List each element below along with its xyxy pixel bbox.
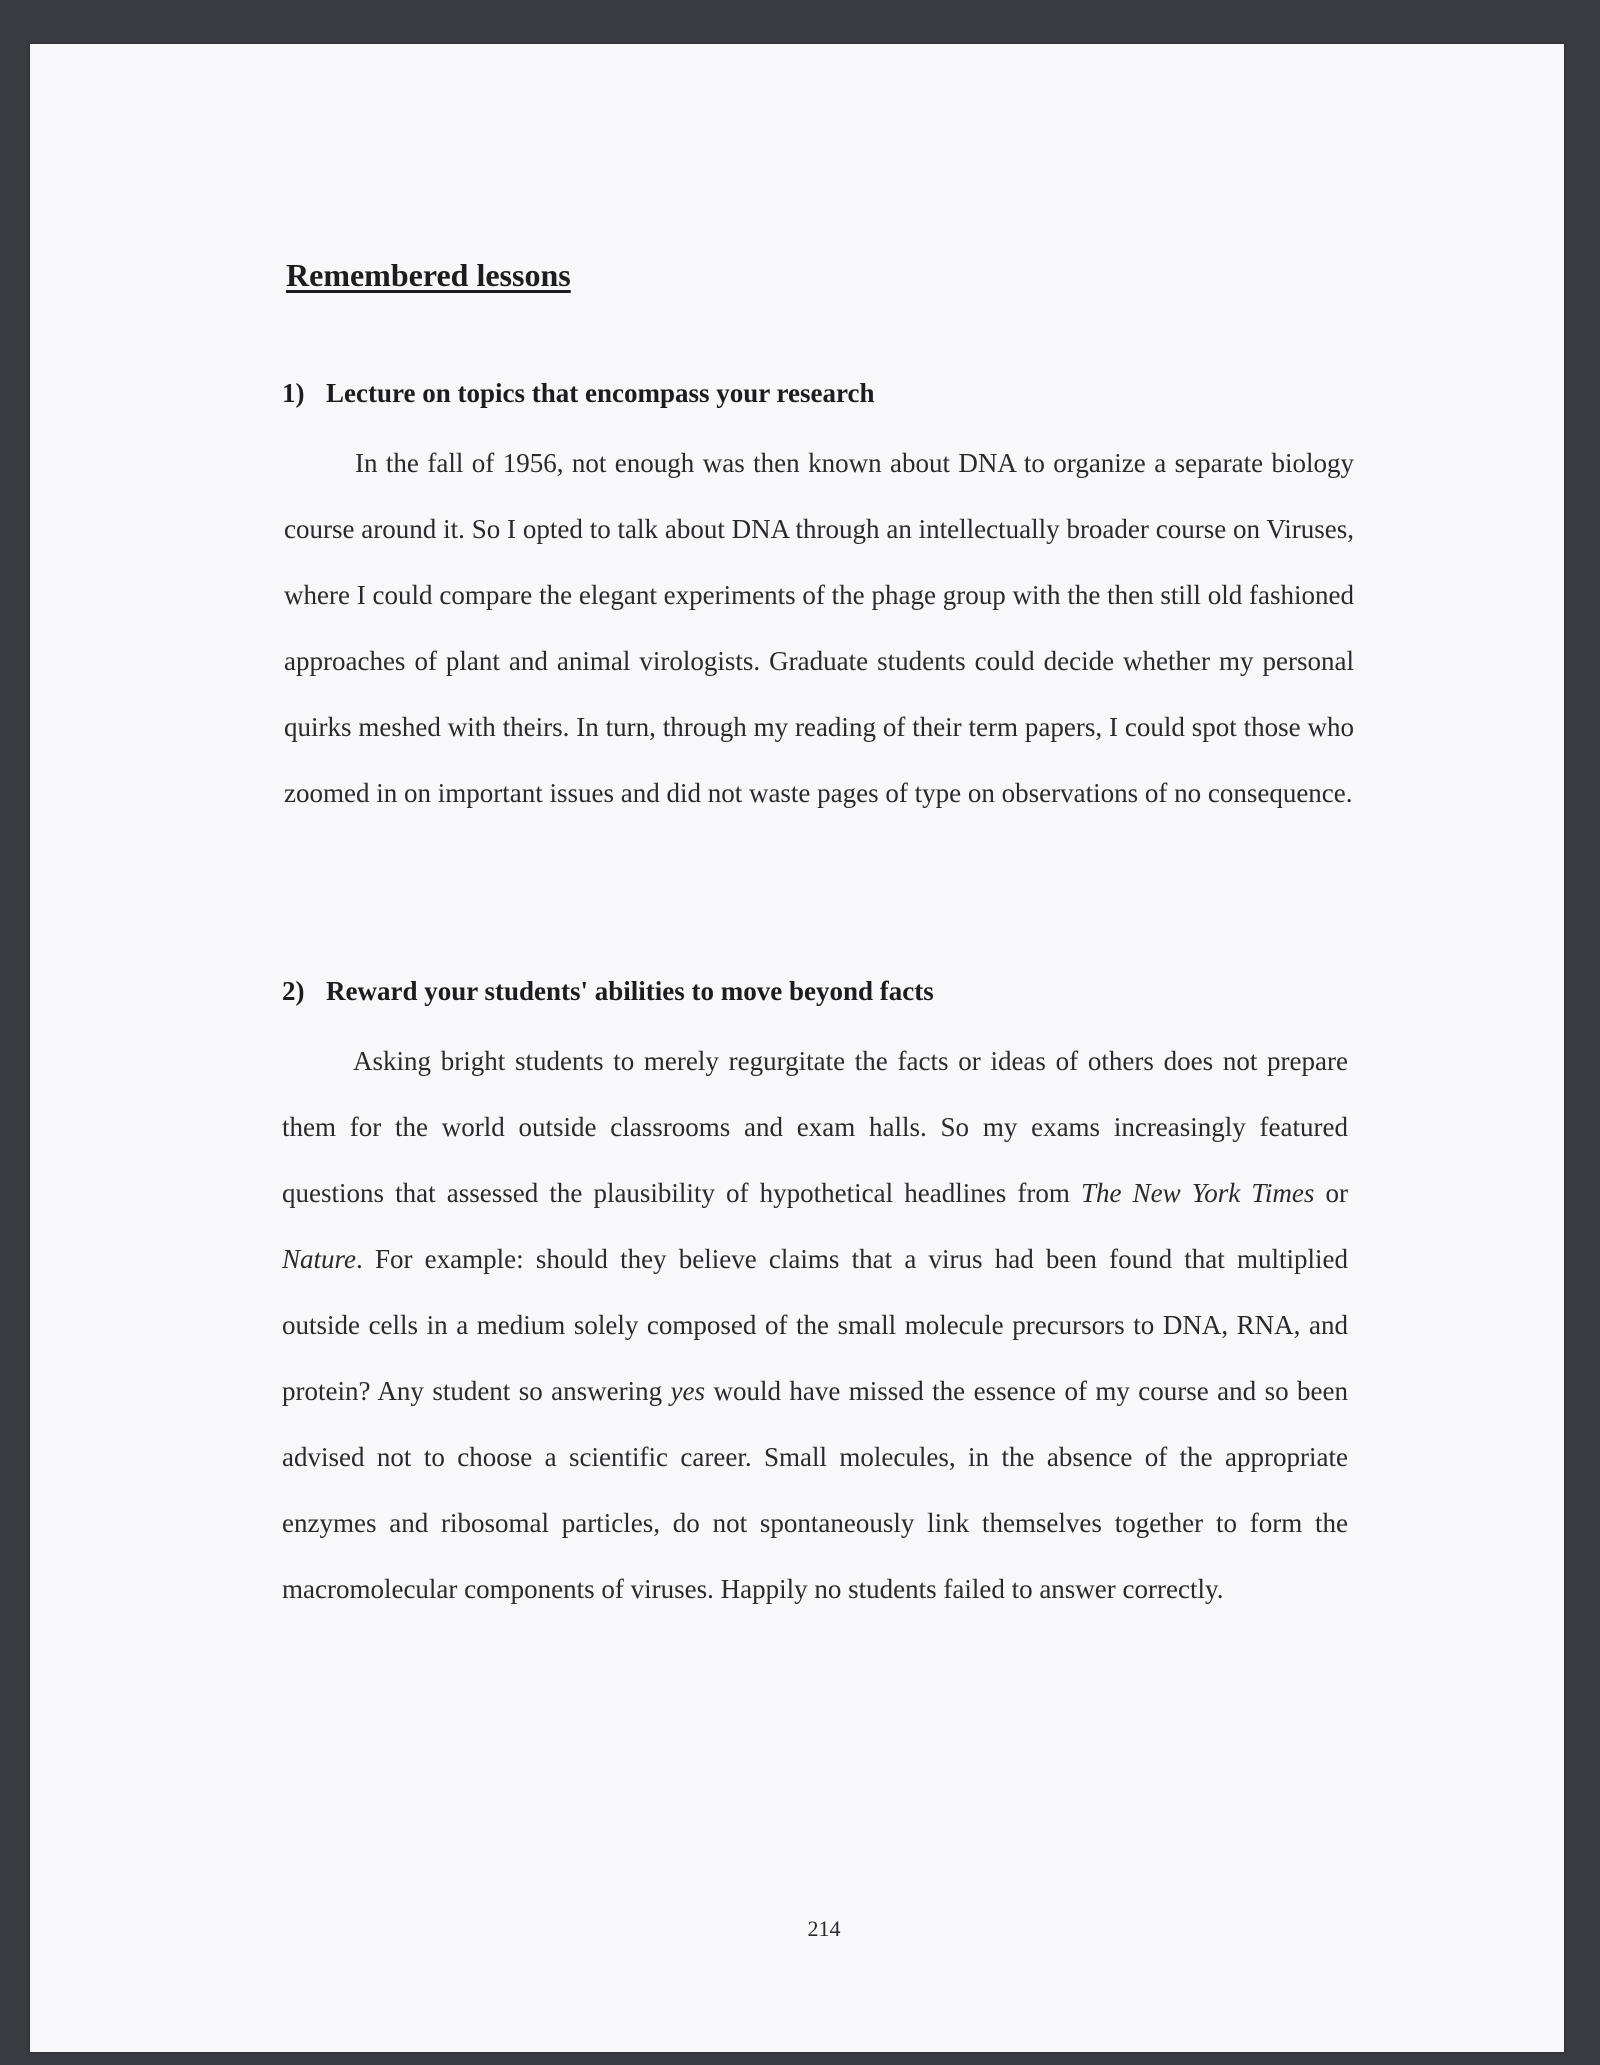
- section-paragraph-2: [282, 1028, 1348, 1622]
- section-number-1: 1): [282, 378, 305, 408]
- section-heading-1: [282, 378, 874, 409]
- paragraph-text: or: [1314, 1178, 1348, 1208]
- section-paragraph-1: In the fall of 1956, not enough was then known about DNA to organize a separate biology course around it. So I opted to talk about DNA through an intellectually broader course on Viruses, where I could compare the elegant experiments of the phage group with the then still old fashioned approaches of plant and animal virologists. Graduate students could decide whether my personal quirks meshed with theirs. In turn, through my reading of their term papers, I could spot those who zoomed in on important issues and did not waste pages of type on observations of no consequence.: [284, 448, 1354, 808]
- page-number: 214: [807, 1916, 841, 1941]
- section-number-2: 2): [282, 976, 305, 1006]
- section-heading-2: [282, 976, 934, 1007]
- paragraph-text: Asking bright students to merely regurgitate the facts or ideas of others does not prepare them for the world outside classrooms and exam halls. So my exams increasingly featured questions that assessed the plausibility of hypothetical headlines from: [282, 1046, 1348, 1208]
- document-title: Remembered lessons: [286, 257, 571, 293]
- section-heading-text-2: Reward your students' abilities to move beyond facts: [326, 976, 934, 1006]
- paragraph-text: would have missed the essence of my course and so been advised not to choose a scientific career. Small molecules, in the absence of the appropriate enzymes and ribosomal particles, do not spontaneously link themselves together to form the macromolecular components of viruses. Happily no students failed to answer correctly.: [282, 1376, 1348, 1604]
- italic-publication-title: The New York Times: [1080, 1178, 1315, 1208]
- italic-publication-title: Nature: [282, 1244, 356, 1274]
- section-heading-text-1: Lecture on topics that encompass your research: [326, 378, 875, 408]
- paragraph-text: . For example: should they believe claims that a virus had been found that multiplied outside cells in a medium solely composed of the small molecule precursors to DNA, RNA, and protein? Any student so answering: [282, 1244, 1348, 1406]
- document-page: [30, 44, 1564, 2052]
- italic-emphasis: yes: [670, 1376, 706, 1406]
